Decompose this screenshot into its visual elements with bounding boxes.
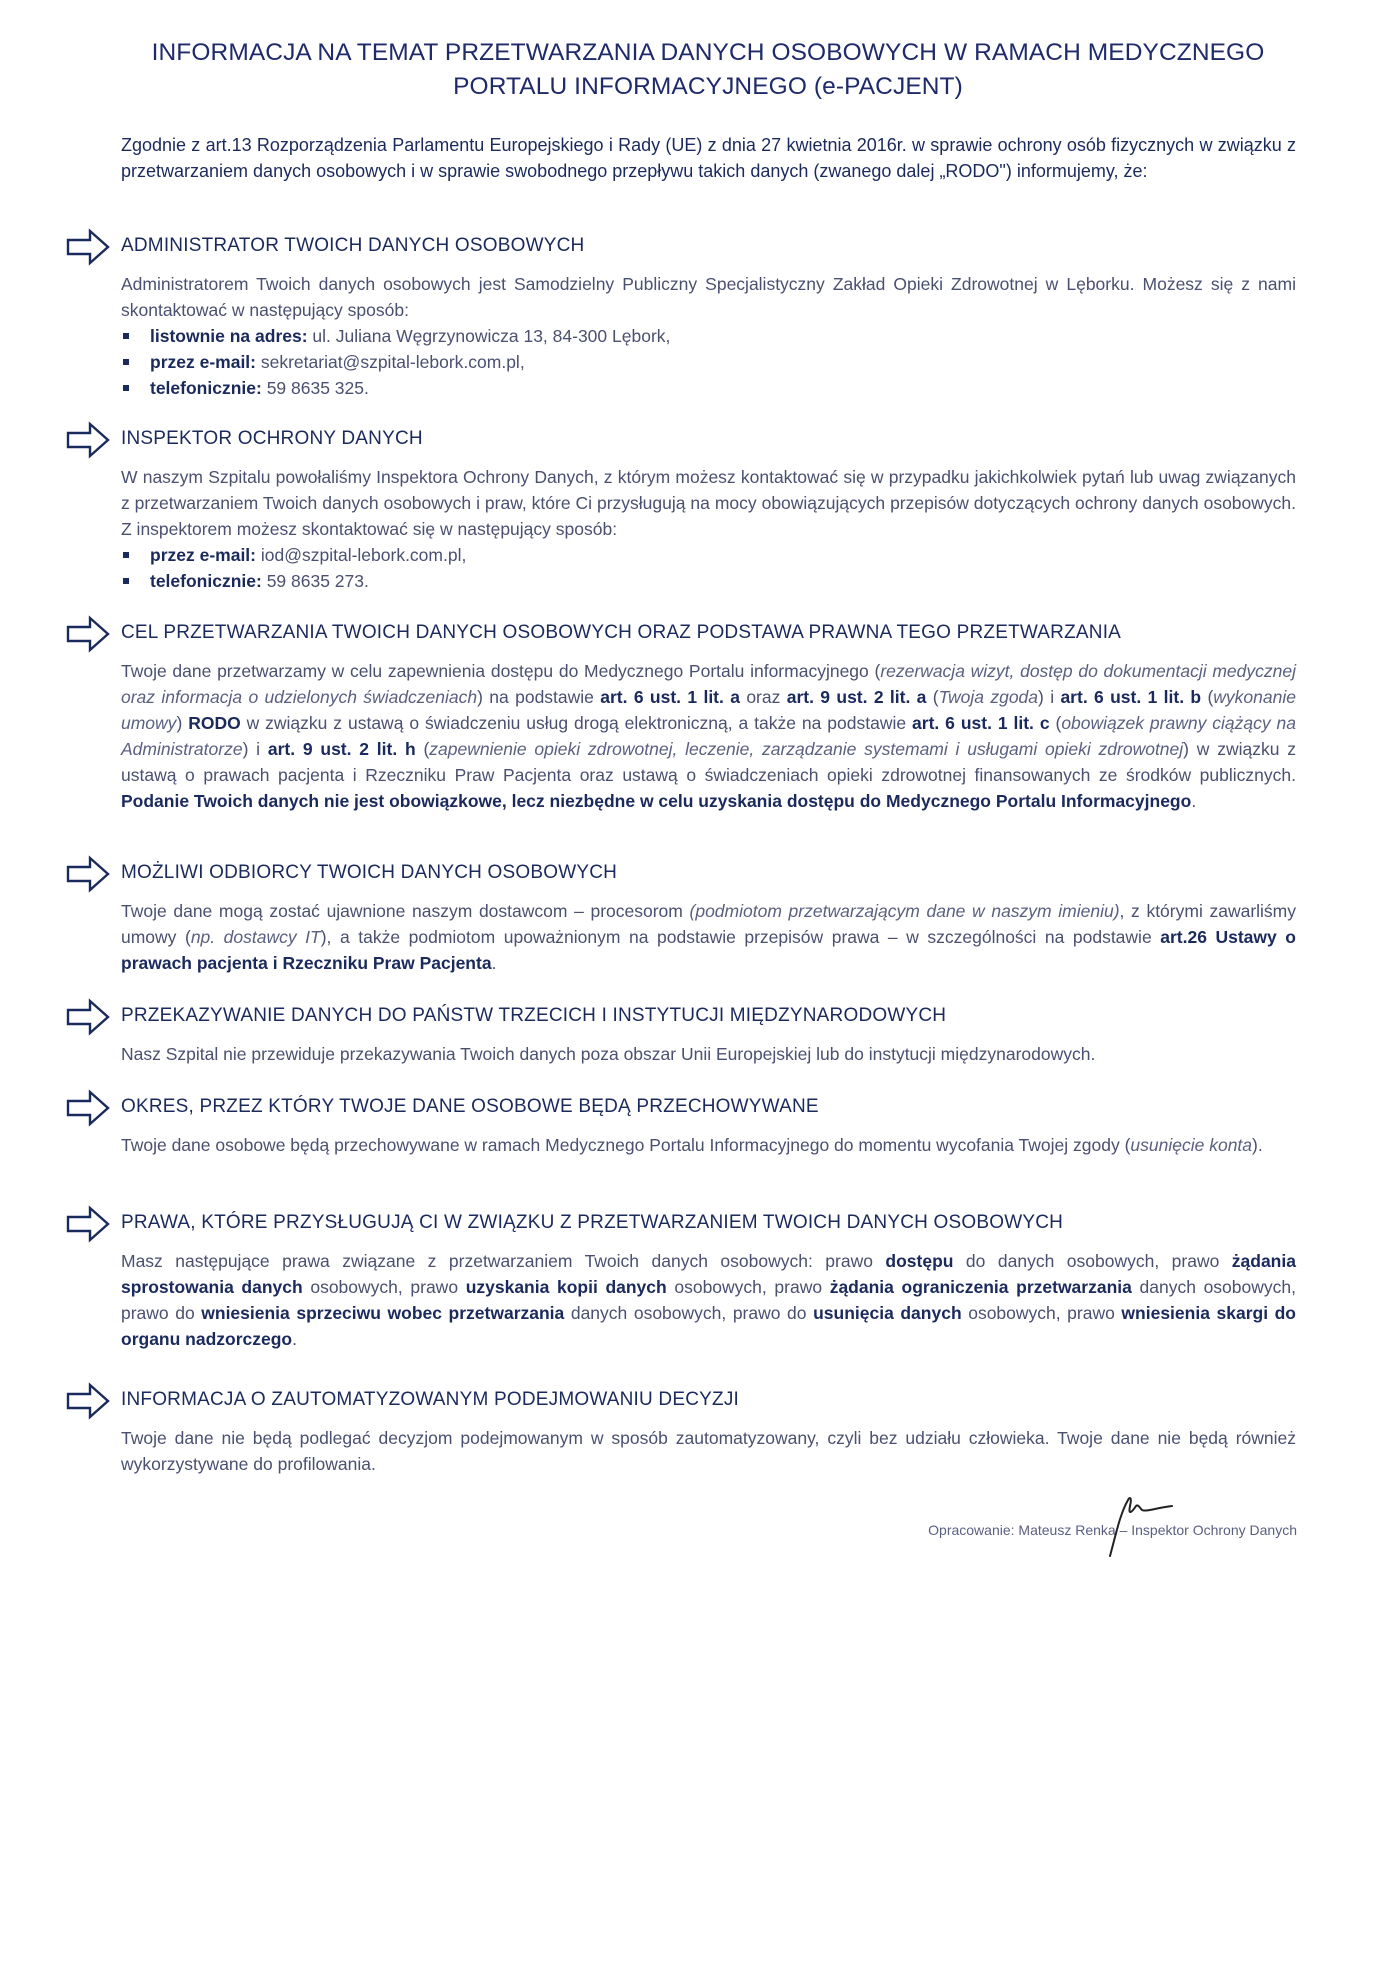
- arrow-right-icon: [66, 228, 111, 266]
- text-run: Twoje dane przetwarzamy w celu zapewnienia dostępu do Medycznego Portalu informacyjnego (: [121, 661, 881, 681]
- bold-run: usunięcia danych: [813, 1303, 962, 1323]
- text-run: danych osobowych, prawo do: [121, 1277, 1296, 1323]
- text-run: ) i: [1038, 687, 1061, 707]
- text-run: ), a także podmiotom upoważnionym na podstawie przepisów prawa – w szczególności na podstawie: [320, 927, 1161, 947]
- intro-paragraph: Zgodnie z art.13 Rozporządzenia Parlamentu Europejskiego i Rady (UE) z dnia 27 kwietnia 2016r. w sprawie ochrony osób fizycznych w związku z przetwarzaniem danych osobowych i w sprawie swobodnego przepływu takich danych (zwanego dalej „RODO") informujemy, że:: [121, 135, 1296, 181]
- list-item: [121, 323, 1296, 349]
- contact-list: [121, 542, 1296, 594]
- list-item-value: 59 8635 273.: [261, 571, 369, 591]
- bold-run: RODO: [188, 713, 241, 733]
- bold-run: Podanie Twoich danych nie jest obowiązkowe, lecz niezbędne w celu uzyskania dostępu do Medycznego Portalu Informacyjnego: [121, 791, 1192, 811]
- text-run: ).: [1252, 1135, 1263, 1155]
- arrow-right-icon: [66, 1205, 111, 1243]
- text-run: Twoje dane osobowe będą przechowywane w ramach Medycznego Portalu Informacyjnego do momentu wycofania Twojej zgody (: [121, 1135, 1131, 1155]
- text-run: (: [415, 739, 430, 759]
- list-item: [121, 349, 1296, 375]
- section-heading: INSPEKTOR OCHRONY DANYCH: [121, 428, 423, 449]
- document-title: [118, 36, 1298, 104]
- text-run: , z którymi zawarliśmy umowy (: [121, 901, 1297, 947]
- text-run: (: [1201, 687, 1214, 707]
- list-item-label: przez e-mail:: [150, 352, 256, 372]
- section-heading: ADMINISTRATOR TWOICH DANYCH OSOBOWYCH: [121, 235, 585, 256]
- italic-run: Twoja zgoda: [938, 687, 1039, 707]
- bold-run: art. 9 ust. 2 lit. h: [267, 739, 416, 759]
- section-body: [121, 464, 1296, 594]
- bold-run: żądania ograniczenia przetwarzania: [829, 1277, 1132, 1297]
- text-run: osobowych, prawo: [961, 1303, 1122, 1323]
- bold-run: wniesienia sprzeciwu wobec przetwarzania: [201, 1303, 565, 1323]
- bold-run: żądania sprostowania danych: [121, 1251, 1296, 1297]
- list-item: [121, 375, 1296, 401]
- text-run: danych osobowych, prawo do: [564, 1303, 814, 1323]
- list-item-value: sekretariat@szpital-lebork.com.pl,: [256, 352, 525, 372]
- text-run: (: [926, 687, 939, 707]
- section-body: Nasz Szpital nie przewiduje przekazywania Twoich danych poza obszar Unii Europejskiej lub do instytucji międzynarodowych.: [121, 1044, 1096, 1064]
- list-item-label: telefonicznie:: [150, 571, 262, 591]
- section-body: [121, 1248, 1296, 1352]
- title-line-1: INFORMACJA NA TEMAT PRZETWARZANIA DANYCH OSOBOWYCH W RAMACH MEDYCZNEGO: [151, 39, 1265, 66]
- list-item-label: przez e-mail:: [150, 545, 256, 565]
- text-run: ) i: [242, 739, 268, 759]
- bold-run: art.26 Ustawy o prawach pacjenta i Rzeczniku Praw Pacjenta: [121, 927, 1296, 973]
- text-run: (: [1049, 713, 1062, 733]
- section-text: Administratorem Twoich danych osobowych jest Samodzielny Publiczny Specjalistyczny Zakład Opieki Zdrowotnej w Lęborku. Możesz się z nami skontaktować w następujący sposób:: [121, 274, 1296, 320]
- text-run: ) w związku z ustawą o prawach pacjenta i Rzeczniku Praw Pacjenta oraz ustawą o świadczeniach opieki zdrowotnej finansowanych ze środków publicznych.: [121, 739, 1296, 785]
- section-text: W naszym Szpitalu powołaliśmy Inspektora Ochrony Danych, z którym możesz kontaktować się w przypadku jakichkolwiek pytań lub uwag związanych z przetwarzaniem Twoich danych osobowych i praw, które Ci przysługują na mocy obowiązujących przepisów dotyczących ochrony danych osobowych. Z inspektorem możesz skontaktować się w następujący sposób:: [121, 467, 1296, 539]
- bold-run: art. 9 ust. 2 lit. a: [786, 687, 927, 707]
- text-run: ): [176, 713, 189, 733]
- italic-run: wykonanie umowy: [121, 687, 1296, 733]
- bold-run: dostępu: [885, 1251, 954, 1271]
- arrow-right-icon: [66, 421, 111, 459]
- section-heading: OKRES, PRZEZ KTÓRY TWOJE DANE OSOBOWE BĘDĄ PRZECHOWYWANE: [121, 1096, 819, 1117]
- text-run: Twoje dane mogą zostać ujawnione naszym dostawcom – procesorom: [121, 901, 690, 921]
- signature: [1106, 1494, 1176, 1558]
- bold-run: art. 6 ust. 1 lit. c: [912, 713, 1050, 733]
- arrow-right-icon: [66, 1089, 111, 1127]
- section-heading: CEL PRZETWARZANIA TWOICH DANYCH OSOBOWYCH ORAZ PODSTAWA PRAWNA TEGO PRZETWARZANIA: [121, 622, 1122, 643]
- section-heading: PRZEKAZYWANIE DANYCH DO PAŃSTW TRZECICH I INSTYTUCJI MIĘDZYNARODOWYCH: [121, 1005, 947, 1026]
- footer-author: Opracowanie: Mateusz Renka – Inspektor Ochrony Danych: [928, 1522, 1297, 1538]
- title-line-2: PORTALU INFORMACYJNEGO (e-PACJENT): [453, 73, 963, 100]
- arrow-right-icon: [66, 615, 111, 653]
- section-heading: MOŻLIWI ODBIORCY TWOICH DANYCH OSOBOWYCH: [121, 862, 618, 883]
- italic-run: obowiązek prawny ciążący na Administratorze: [121, 713, 1296, 759]
- contact-list: [121, 323, 1296, 401]
- bold-run: art. 6 ust. 1 lit. a: [600, 687, 740, 707]
- arrow-right-icon: [66, 855, 111, 893]
- bold-run: uzyskania kopii danych: [465, 1277, 667, 1297]
- text-run: osobowych, prawo: [302, 1277, 466, 1297]
- text-run: ) na podstawie: [477, 687, 601, 707]
- list-item-label: listownie na adres:: [150, 326, 308, 346]
- italic-run: zapewnienie opieki zdrowotnej, leczenie, zarządzanie systemami i usługami opieki zdrowotnej: [429, 739, 1184, 759]
- text-run: .: [1191, 791, 1197, 811]
- section-body: [121, 1132, 1296, 1158]
- text-run: .: [292, 1329, 297, 1349]
- bold-run: wniesienia skargi do organu nadzorczego: [121, 1303, 1296, 1349]
- section-body: Twoje dane nie będą podlegać decyzjom podejmowanym w sposób zautomatyzowany, czyli bez udziału człowieka. Twoje dane nie będą również wykorzystywane do profilowania.: [121, 1428, 1296, 1474]
- section-heading: PRAWA, KTÓRE PRZYSŁUGUJĄ CI W ZWIĄZKU Z PRZETWARZANIEM TWOICH DANYCH OSOBOWYCH: [121, 1212, 1064, 1233]
- list-item: [121, 542, 1296, 568]
- section-body: [121, 898, 1296, 976]
- section-body: [121, 658, 1296, 814]
- italic-run: (podmiotom przetwarzającym dane w naszym imieniu): [689, 901, 1120, 921]
- list-item-value: 59 8635 325.: [261, 378, 369, 398]
- bold-run: art. 6 ust. 1 lit. b: [1060, 687, 1202, 707]
- text-run: osobowych, prawo: [666, 1277, 830, 1297]
- section-heading: INFORMACJA O ZAUTOMATYZOWANYM PODEJMOWANIU DECYZJI: [121, 1389, 740, 1410]
- italic-run: usunięcie konta: [1130, 1135, 1253, 1155]
- list-item-label: telefonicznie:: [150, 378, 262, 398]
- arrow-right-icon: [66, 998, 111, 1036]
- text-run: do danych osobowych, prawo: [953, 1251, 1232, 1271]
- italic-run: rezerwacja wizyt, dostęp do dokumentacji medycznej oraz informacja o udzielonych świadczeniach: [121, 661, 1296, 707]
- list-item-value: iod@szpital-lebork.com.pl,: [256, 545, 467, 565]
- text-run: Masz następujące prawa związane z przetwarzaniem Twoich danych osobowych: prawo: [121, 1251, 886, 1271]
- text-run: .: [491, 953, 497, 973]
- arrow-right-icon: [66, 1382, 111, 1420]
- list-item-value: ul. Juliana Węgrzynowicza 13, 84-300 Lębork,: [307, 326, 671, 346]
- italic-run: np. dostawcy IT: [190, 927, 321, 947]
- text-run: w związku z ustawą o świadczeniu usług drogą elektroniczną, a także na podstawie: [240, 713, 913, 733]
- section-body: [121, 271, 1296, 401]
- text-run: oraz: [739, 687, 787, 707]
- list-item: [121, 568, 1296, 594]
